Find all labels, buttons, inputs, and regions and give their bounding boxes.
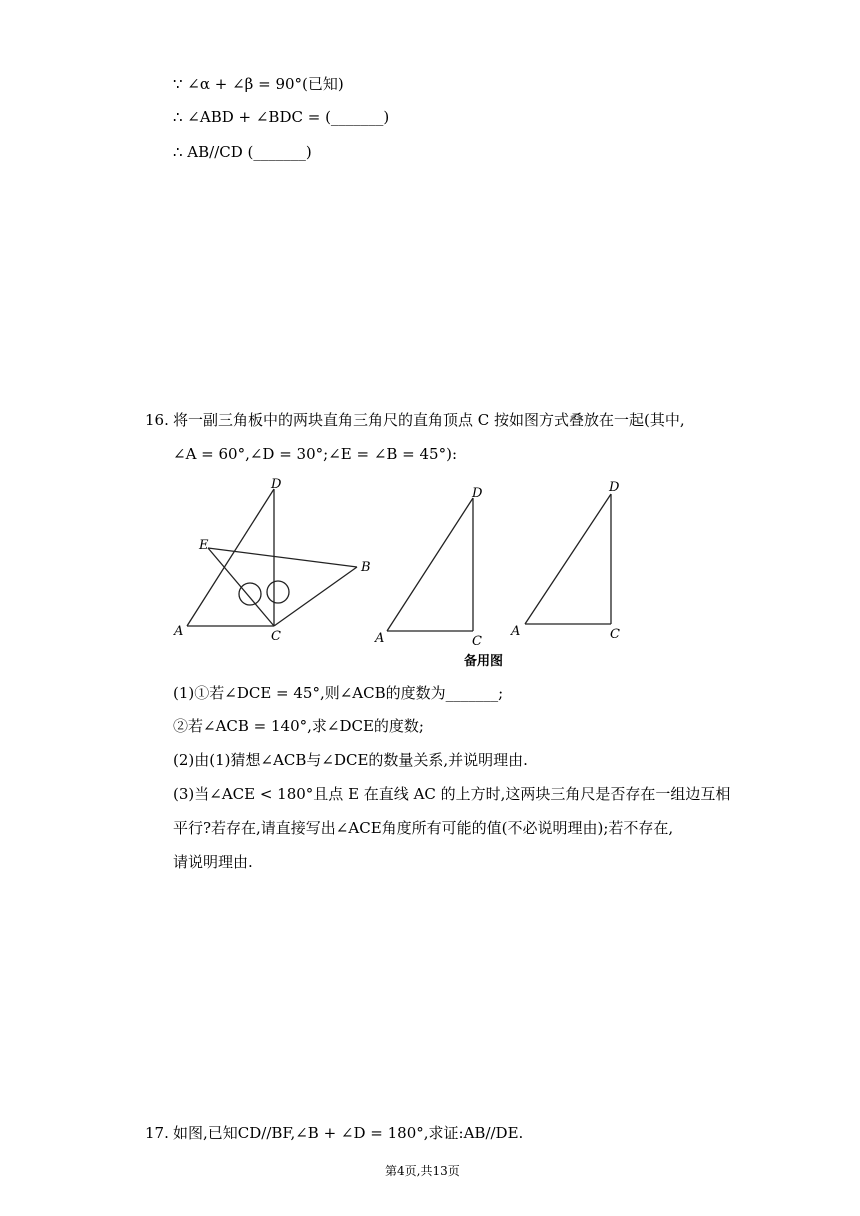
label-B: B (361, 560, 371, 575)
proof-line-2: ∴ ∠ABD + ∠BDC = (_______) (173, 108, 390, 126)
question-16-part-3-line2: 平行?若存在,请直接写出∠ACE角度所有可能的值(不必说明理由);若不存在, (173, 819, 674, 837)
page-footer: 第4页,共13页 (385, 1164, 460, 1178)
label-A: A (511, 624, 521, 639)
triangle-figure-spare-1 (370, 478, 500, 648)
label-A: A (174, 624, 184, 639)
proof-line-1: ∵ ∠α + ∠β = 90°(已知) (173, 75, 344, 93)
label-D: D (472, 486, 483, 501)
question-17-stem: 如图,已知CD//BF,∠B + ∠D = 180°,求证:AB//DE. (173, 1124, 524, 1142)
label-A: A (375, 631, 385, 646)
proof-line-3: ∴ AB//CD (_______) (173, 143, 312, 161)
label-E: E (199, 538, 209, 553)
triangle-figure-spare-2 (508, 474, 638, 644)
question-16-part-2: (2)由(1)猜想∠ACB与∠DCE的数量关系,并说明理由. (173, 751, 528, 769)
label-C: C (271, 629, 281, 644)
triangle-figure-main (170, 474, 380, 646)
figure-caption: 备用图 (464, 654, 504, 669)
question-16-part-3-line1: (3)当∠ACE < 180°且点 E 在直线 AC 的上方时,这两块三角尺是否存在一组边互相 (173, 785, 731, 803)
label-C: C (472, 634, 482, 648)
question-17-number: 17. (145, 1124, 169, 1142)
label-D: D (609, 480, 620, 495)
question-16-number: 16. (145, 411, 169, 429)
label-D: D (271, 477, 282, 492)
label-C: C (610, 627, 620, 642)
question-16-part-1a: (1)①若∠DCE = 45°,则∠ACB的度数为_______; (173, 684, 504, 702)
question-16-stem-line2: ∠A = 60°,∠D = 30°;∠E = ∠B = 45°): (173, 445, 458, 463)
question-16-stem-line1: 将一副三角板中的两块直角三角尺的直角顶点 C 按如图方式叠放在一起(其中, (173, 411, 685, 429)
question-16-part-1b: ②若∠ACB = 140°,求∠DCE的度数; (173, 717, 424, 735)
question-16-part-3-line3: 请说明理由. (173, 853, 253, 871)
